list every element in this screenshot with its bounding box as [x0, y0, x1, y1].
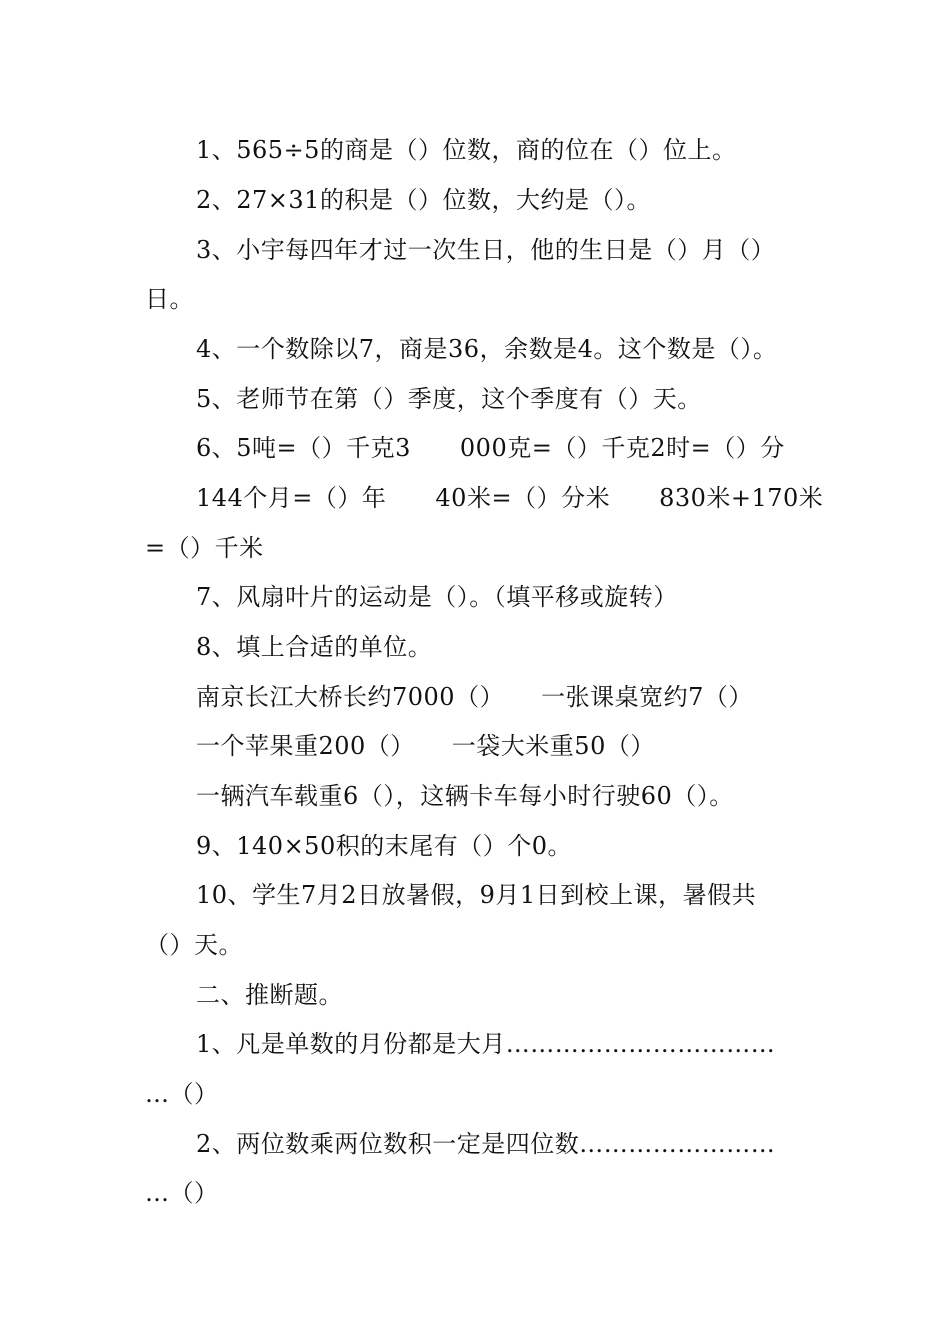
q6-line: 6、5吨=（）千克3 000克=（）千克2时=（）分: [196, 434, 785, 462]
q8-item-row-2: 一个苹果重200（） 一袋大米重50（）: [196, 732, 655, 760]
q9-line: 9、140×50积的末尾有（）个0。: [196, 832, 572, 860]
q8-line: 8、填上合适的单位。: [196, 633, 433, 661]
q6-continuation: =（）千米: [145, 534, 264, 562]
judge-q2-line: 2、两位数乘两位数积一定是四位数……………………: [196, 1130, 776, 1158]
judge-q1-continuation: …（）: [145, 1080, 219, 1108]
judge-q1-line: 1、凡是单数的月份都是大月……………………………: [196, 1030, 776, 1058]
section-heading: 二、推断题。: [196, 981, 343, 1009]
q3-line: 3、小宇每四年才过一次生日，他的生日是（）月（）: [196, 236, 776, 264]
q2-line: 2、27×31的积是（）位数，大约是（）。: [196, 186, 651, 214]
q3-continuation: 日。: [145, 285, 194, 313]
judge-q2-continuation: …（）: [145, 1179, 219, 1207]
q4-line: 4、一个数除以7，商是36，余数是4。这个数是（）。: [196, 335, 778, 363]
q1-line: 1、565÷5的商是（）位数，商的位在（）位上。: [196, 136, 737, 164]
q8-item-row-1: 南京长江大桥长约7000（） 一张课桌宽约7（）: [196, 683, 753, 711]
q8-item-row-3: 一辆汽车载重6（），这辆卡车每小时行驶60（）。: [196, 782, 734, 810]
q6-second-line: 144个月=（）年 40米=（）分米 830米+170米: [196, 484, 824, 512]
q10-line: 10、学生7月2日放暑假，9月1日到校上课，暑假共: [196, 881, 757, 909]
q10-continuation: （）天。: [145, 931, 243, 959]
q7-line: 7、风扇叶片的运动是（）。（填平移或旋转）: [196, 583, 678, 611]
q5-line: 5、老师节在第（）季度，这个季度有（）天。: [196, 385, 702, 413]
